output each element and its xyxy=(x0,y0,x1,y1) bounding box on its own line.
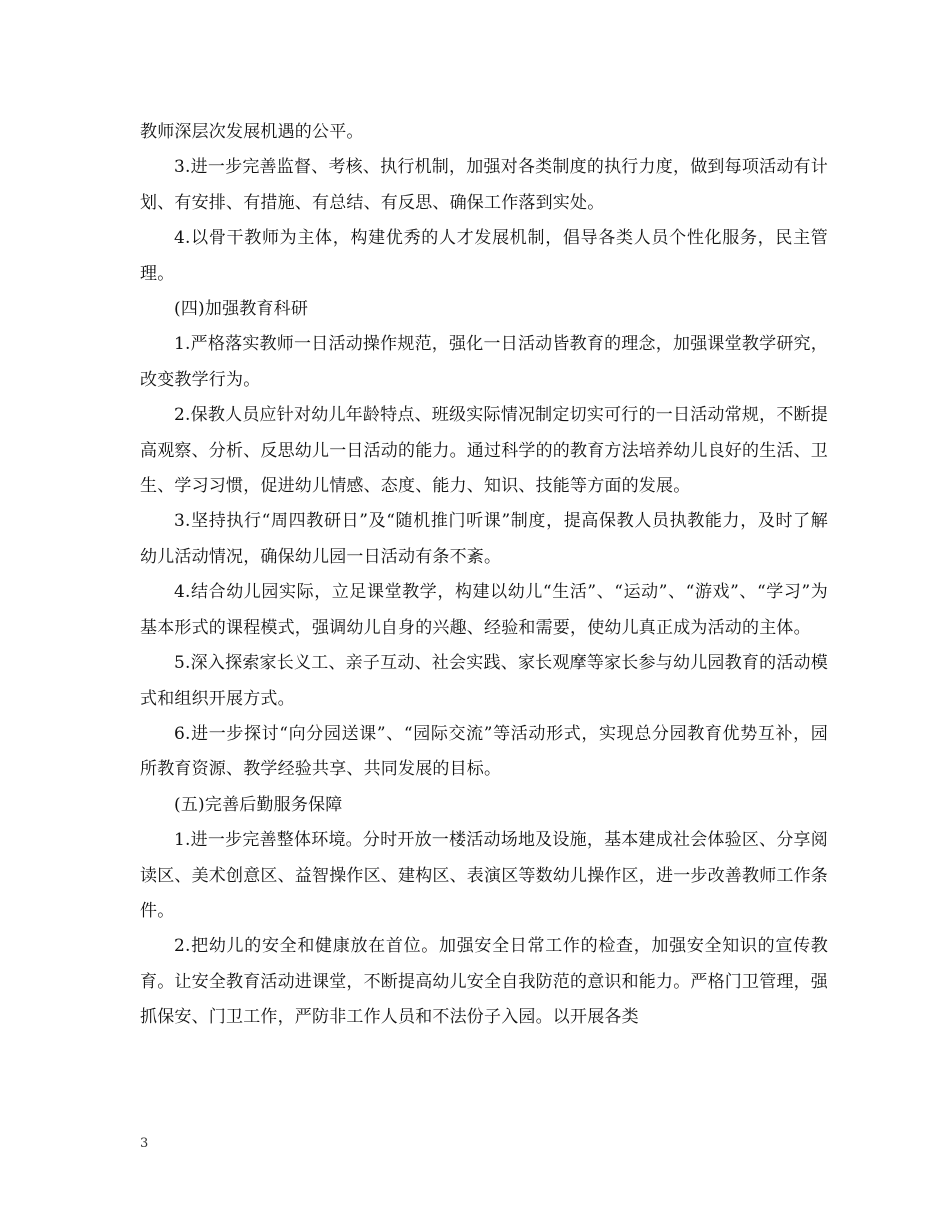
paragraph: 2.把幼儿的安全和健康放在首位。加强安全日常工作的检查，加强安全知识的宣传教育。让安全教育活动进课堂，不断提高幼儿安全自我防范的意识和能力。严格门卫管理，强抓保安、门卫工作，严防非工作人员和不法份子入园。以开展各类 xyxy=(140,936,828,1028)
page-number: 3 xyxy=(140,1136,149,1151)
paragraph: 1.进一步完善整体环境。分时开放一楼活动场地及设施，基本建成社会体验区、分享阅读区、美术创意区、益智操作区、建构区、表演区等数幼儿操作区，进一步改善教师工作条件。 xyxy=(140,830,828,921)
paragraph: 2.保教人员应针对幼儿年龄特点、班级实际情况制定切实可行的一日活动常规，不断提高观察、分析、反思幼儿一日活动的能力。通过科学的的教育方法培养幼儿良好的生活、卫生、学习习惯，促进幼儿情感、态度、能力、知识、技能等方面的发展。 xyxy=(140,405,828,497)
paragraph: 6.进一步探讨“向分园送课”、“园际交流”等活动形式，实现总分园教育优势互补，园所教育资源、教学经验共享、共同发展的目标。 xyxy=(140,723,828,780)
paragraph: 5.深入探索家长义工、亲子互动、社会实践、家长观摩等家长参与幼儿园教育的活动模式和组织开展方式。 xyxy=(140,653,828,709)
document-body xyxy=(140,115,828,1036)
paragraph: 1.严格落实教师一日活动操作规范，强化一日活动皆教育的理念，加强课堂教学研究，改变教学行为。 xyxy=(140,334,828,390)
section-heading: (四)加强教育科研 xyxy=(174,299,309,320)
paragraph: 教师深层次发展机遇的公平。 xyxy=(140,122,364,142)
paragraph: 3.坚持执行“周四教研日”及“随机推门听课”制度，提高保教人员执教能力，及时了解幼儿活动情况，确保幼儿园一日活动有条不紊。 xyxy=(140,511,828,567)
section-heading: (五)完善后勤服务保障 xyxy=(174,794,343,815)
paragraph: 4.结合幼儿园实际，立足课堂教学，构建以幼儿“生活”、“运动”、“游戏”、“学习”为基本形式的课程模式，强调幼儿自身的兴趣、经验和需要，使幼儿真正成为活动的主体。 xyxy=(140,582,828,638)
paragraph: 3.进一步完善监督、考核、执行机制，加强对各类制度的执行力度，做到每项活动有计划、有安排、有措施、有总结、有反思、确保工作落到实处。 xyxy=(140,157,828,213)
paragraph: 4.以骨干教师为主体，构建优秀的人才发展机制，倡导各类人员个性化服务，民主管理。 xyxy=(140,228,828,284)
